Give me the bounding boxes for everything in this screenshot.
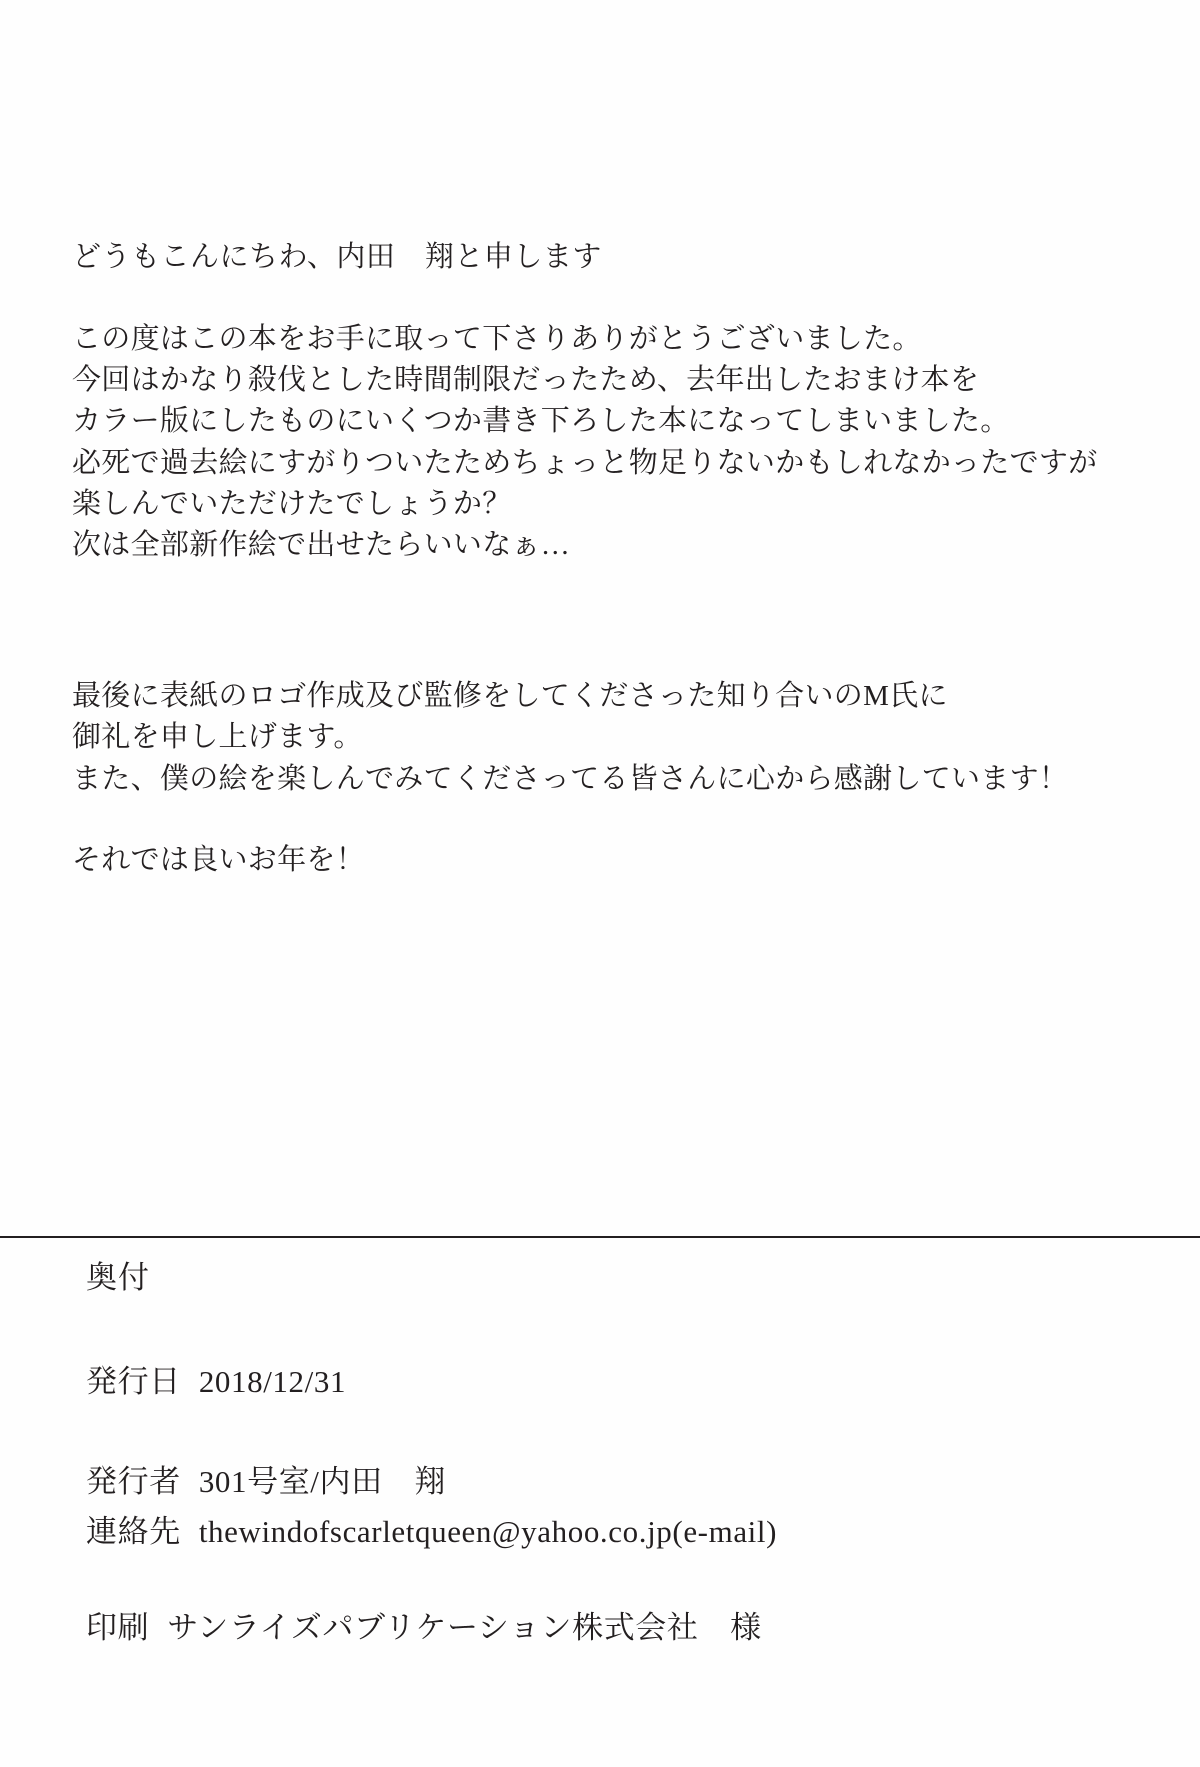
colophon-printer-row: [86, 1604, 1136, 1652]
colophon-section: [86, 1258, 1136, 1652]
colophon-contact-value[interactable]: thewindofscarletqueen@yahoo.co.jp(e-mail): [198, 1514, 778, 1550]
colophon-heading: 奥付: [86, 1260, 150, 1295]
colophon-printer-value: サンライズパブリケーション株式会社 様: [167, 1610, 762, 1646]
afterword-section: [72, 238, 1132, 921]
afterword-line: この度はこの本をお手に取って下さりありがとうございました。: [72, 323, 922, 356]
colophon-date-label: 発行日: [86, 1364, 181, 1400]
afterword-greeting: どうもこんにちわ、内田 翔と申します: [72, 241, 602, 273]
afterword-line: 楽しんでいただけたでしょうか？: [72, 487, 512, 520]
afterword-line: 御礼を申し上げます。: [72, 721, 363, 754]
afterword-paragraph-1: [72, 319, 1132, 566]
afterword-line: 次は全部新作絵で出せたらいいなぁ…: [72, 529, 571, 561]
afterword-line: カラー版にしたものにいくつか書き下ろした本になってしまいました。: [72, 405, 1010, 438]
colophon-publisher-label: 発行者: [86, 1464, 181, 1500]
afterword-closing: [72, 840, 1132, 881]
afterword-line: 必死で過去絵にすがりついたためちょっと物足りないかもしれなかったですが: [72, 446, 1098, 479]
afterword-line: 今回はかなり殺伐とした時間制限だったため、去年出したおまけ本を: [72, 364, 980, 397]
afterword-line: それでは良いお年を！: [72, 843, 366, 876]
colophon-date-value: 2018/12/31: [198, 1364, 347, 1400]
colophon-publisher-value: 301号室/内田 翔: [198, 1464, 446, 1500]
colophon-contact-row: [86, 1508, 1136, 1556]
colophon-printer-label: 印刷: [86, 1610, 150, 1646]
colophon-publisher-row: [86, 1458, 1136, 1506]
paragraph-spacer: [72, 606, 1132, 676]
colophon-date-row: [86, 1358, 1136, 1406]
afterword-paragraph-2: [72, 676, 1132, 800]
afterword-line: 最後に表紙のロゴ作成及び監修をしてくださった知り合いのM氏に: [72, 680, 948, 713]
afterword-line: また、僕の絵を楽しんでみてくださってる皆さんに心から感謝しています！: [72, 762, 1069, 795]
section-divider: [0, 1236, 1200, 1238]
colophon-contact-label: 連絡先: [86, 1514, 181, 1550]
